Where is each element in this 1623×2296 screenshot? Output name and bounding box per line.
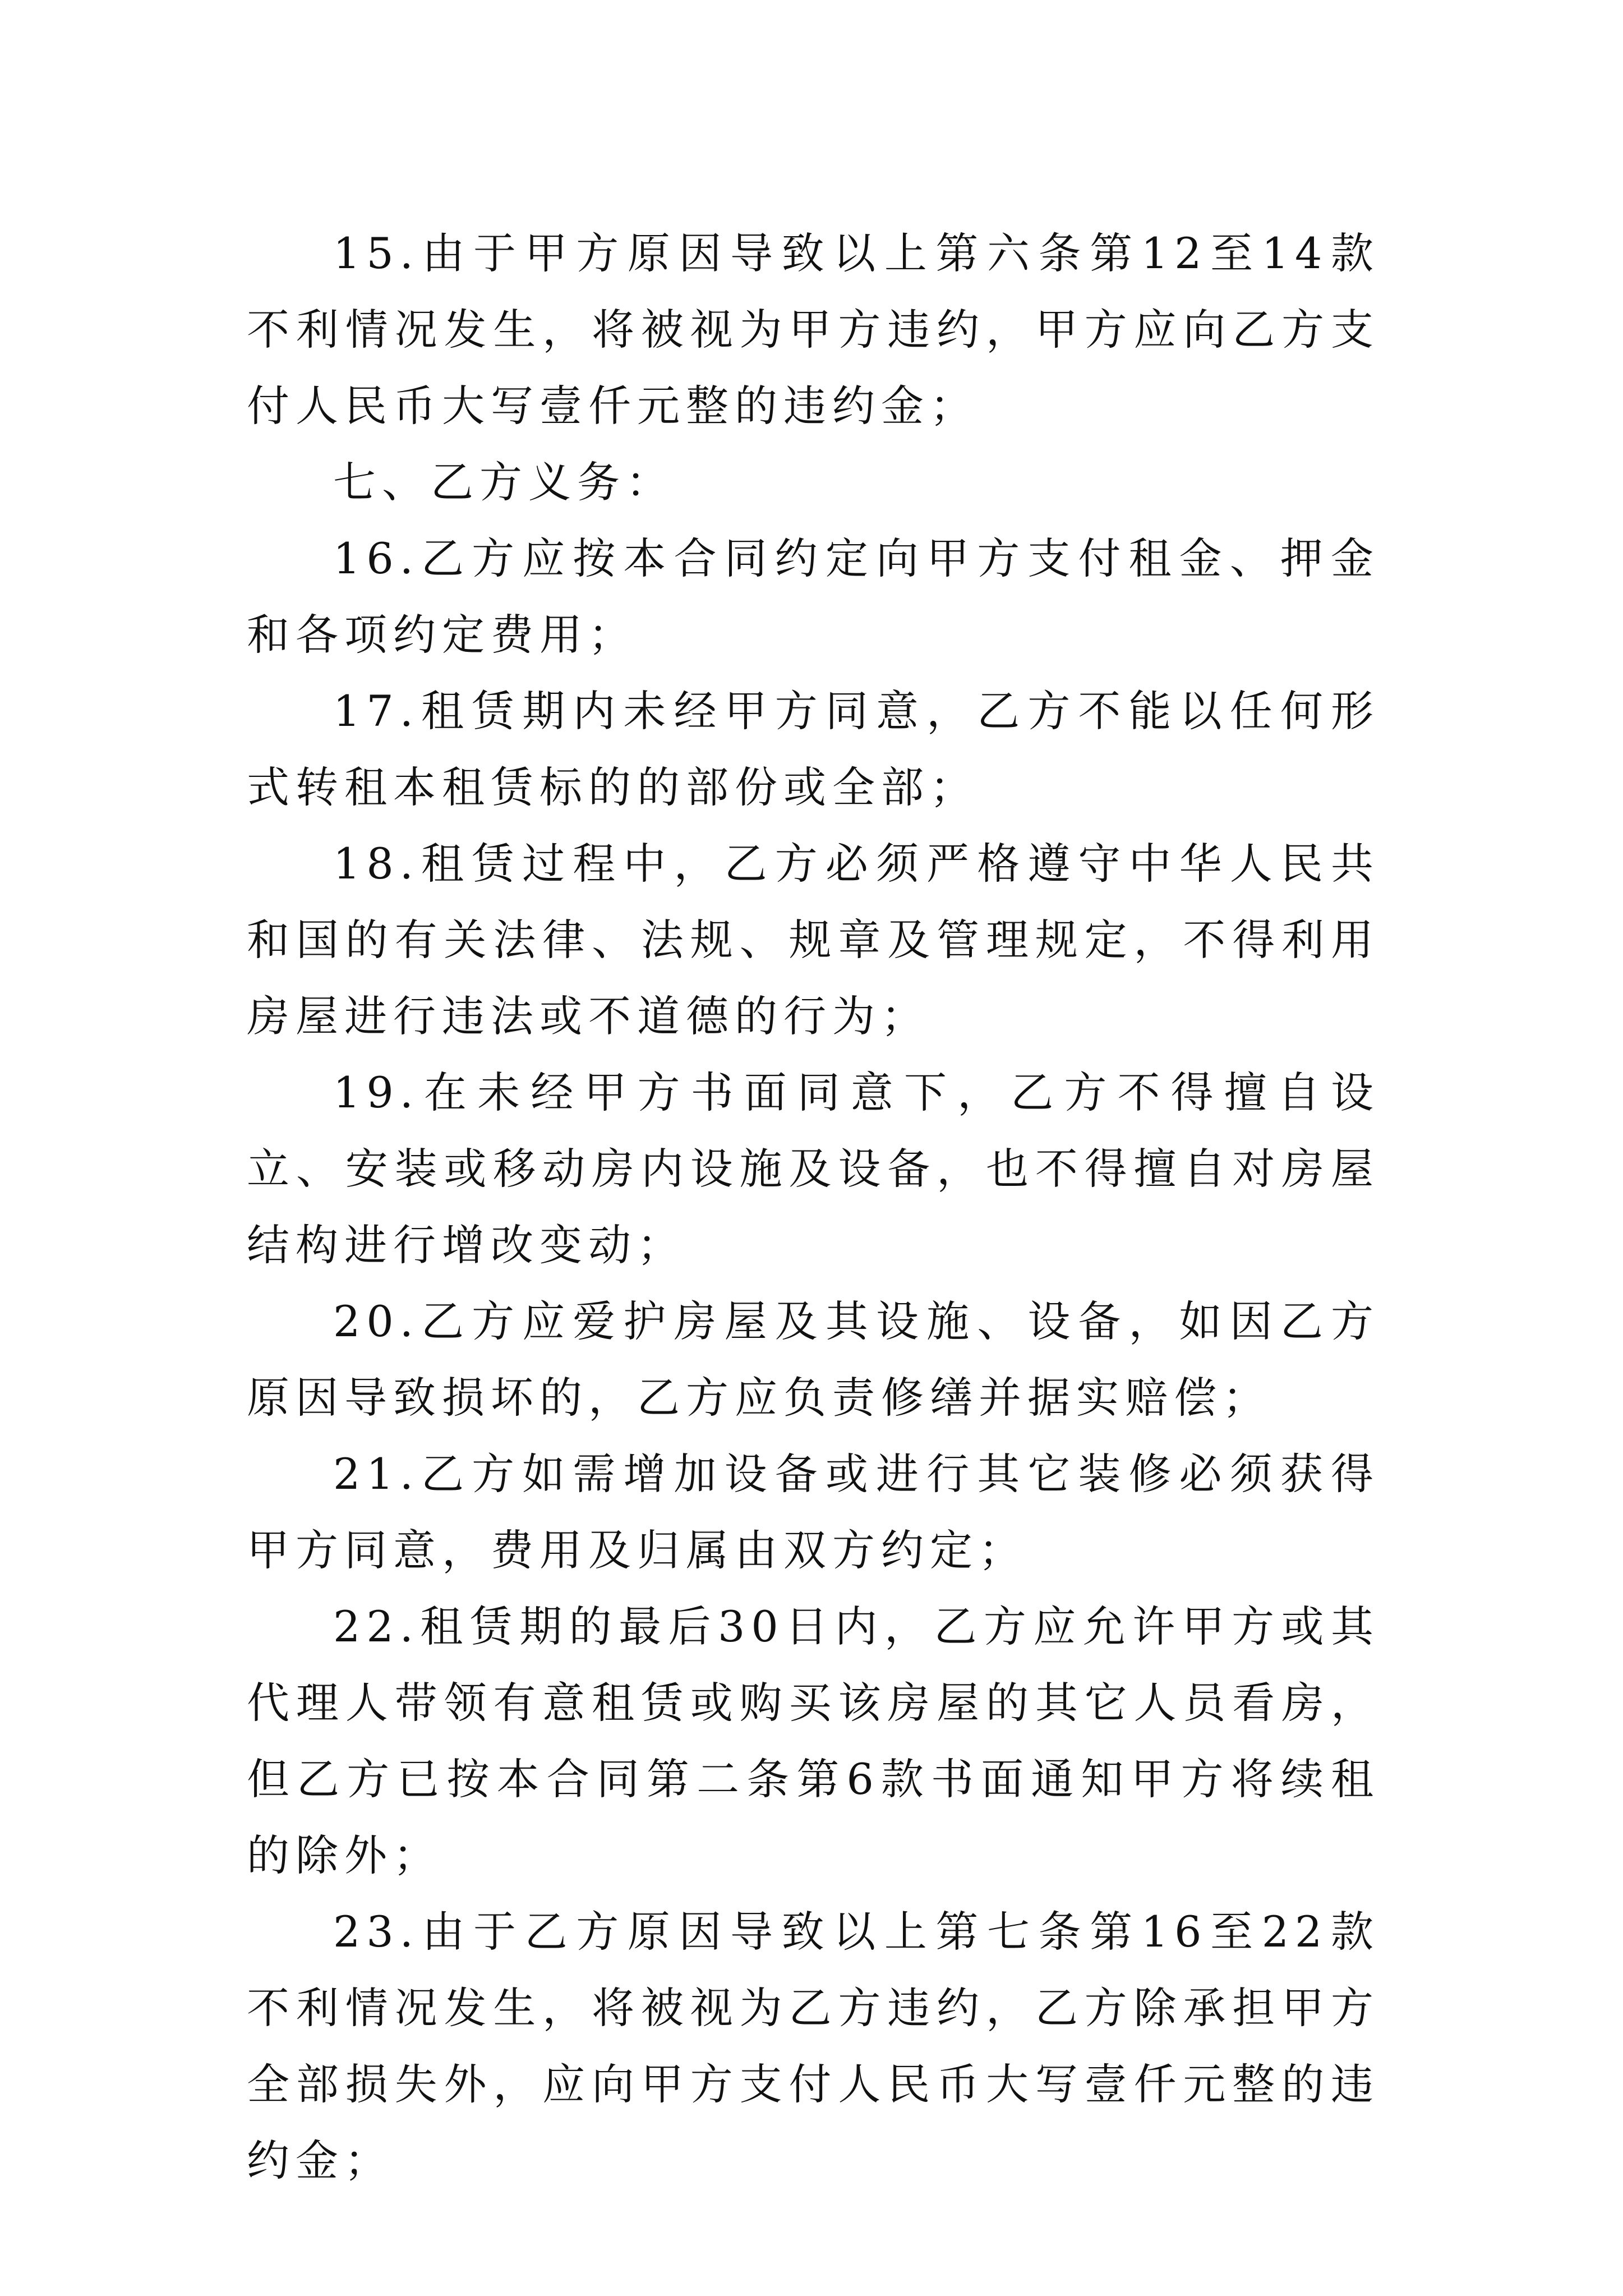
section-heading-party-b-obligations: 七、乙方义务： [333,457,675,507]
clause-21: 21.乙方如需增加设备或进行其它装修必须获得甲方同意，费用及归属由双方约定； [247,1449,1380,1575]
clause-23: 23.由于乙方原因导致以上第七条第16至22款不利情况发生，将被视为乙方违约，乙方除承担甲方全部损失外，应向甲方支付人民币大写壹仟元整的违约金； [247,1907,1380,2185]
clause-20: 20.乙方应爱护房屋及其设施、设备，如因乙方原因导致损坏的，乙方应负责修缮并据实赔偿； [247,1296,1380,1423]
clause-15: 15.由于甲方原因导致以上第六条第12至14款不利情况发生，将被视为甲方违约，甲方应向乙方支付人民币大写壹仟元整的违约金； [247,228,1380,431]
clause-19: 19.在未经甲方书面同意下，乙方不得擅自设立、安装或移动房内设施及设备，也不得擅自对房屋结构进行增改变动； [247,1068,1380,1270]
clause-22: 22.租赁期的最后30日内，乙方应允许甲方或其代理人带领有意租赁或购买该房屋的其它人员看房，但乙方已按本合同第二条第6款书面通知甲方将续租的除外； [247,1602,1380,1880]
clause-18: 18.租赁过程中，乙方必须严格遵守中华人民共和国的有关法律、法规、规章及管理规定，不得利用房屋进行违法或不道德的行为； [247,839,1380,1041]
clause-17: 17.租赁期内未经甲方同意，乙方不能以任何形式转租本租赁标的的部份或全部； [247,686,1380,812]
document-body [247,215,1380,2199]
clause-16: 16.乙方应按本合同约定向甲方支付租金、押金和各项约定费用； [247,533,1380,660]
